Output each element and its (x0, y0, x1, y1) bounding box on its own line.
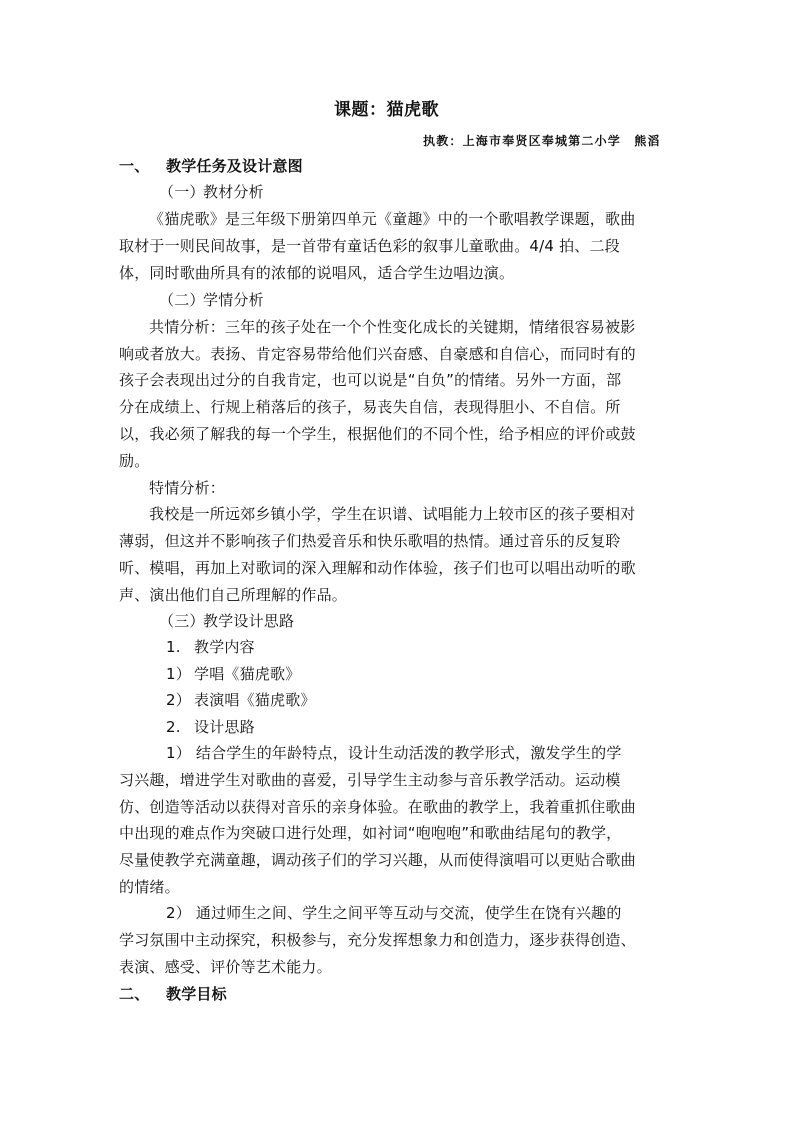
paragraph-line: 习兴趣，增进学生对歌曲的喜爱，引导学生主动参与音乐教学活动。运动模 (119, 771, 621, 789)
list-item-number: 2） (166, 691, 191, 709)
section-2-heading (119, 984, 227, 1004)
list-item-number: 2. (166, 718, 181, 736)
paragraph-line: 取材于一则民间故事，是一首带有童话色彩的叙事儿童歌曲。4/4 拍、二段 (119, 237, 620, 255)
subsection-1-number: （一） (159, 183, 205, 201)
list-item (166, 717, 255, 737)
list-item-text: 学唱《猫虎歌》 (194, 665, 301, 683)
list-item (166, 664, 300, 684)
page-title: 课题：猫虎歌 (334, 100, 439, 120)
section-1-title: 教学任务及设计意图 (166, 157, 303, 175)
section-2-number: 二、 (119, 985, 150, 1003)
paragraph-line: 仿、创造等活动以获得对音乐的亲身体验。在歌曲的教学上，我着重抓住歌曲 (119, 798, 636, 816)
paragraph-line: 体，同时歌曲所具有的浓郁的说唱风，适合学生边唱边演。 (119, 264, 515, 282)
paragraph-label: 特情分析： (149, 479, 226, 497)
paragraph-line: 薄弱，但这并不影响孩子们热爱音乐和快乐歌唱的热情。通过音乐的反复聆 (119, 532, 621, 550)
list-item-text: 教学内容 (194, 638, 255, 656)
paragraph-line: 表演、感受、评价等艺术能力。 (119, 958, 332, 976)
subsection-1-title: 教材分析 (203, 183, 264, 201)
section-1-number: 一、 (119, 157, 150, 175)
list-item-text: 表演唱《猫虎歌》 (194, 691, 316, 709)
list-item (166, 690, 316, 710)
section-2-title: 教学目标 (166, 985, 227, 1003)
paragraph-line: 声、演出他们自己所理解的作品。 (119, 586, 348, 604)
subsection-2-number: （二） (159, 291, 205, 309)
subsection-1-heading (159, 182, 264, 202)
subsection-3-number: （三） (159, 612, 205, 630)
paragraph-line: 励。 (119, 452, 150, 470)
subsection-3-heading (159, 611, 294, 631)
paragraph-line: 中出现的难点作为突破口进行处理，如衬词“咆咆咆”和歌曲结尾句的教学， (119, 824, 622, 842)
list-item-text: 设计思路 (194, 718, 255, 736)
list-item (166, 637, 255, 657)
subsection-3-title: 教学设计思路 (203, 612, 295, 630)
paragraph-line: 1） 结合学生的年龄特点，设计生动活泼的教学形式，激发学生的学 (166, 744, 622, 762)
subsection-2-title: 学情分析 (203, 291, 264, 309)
paragraph-line: 听、模唱，再加上对歌词的深入理解和动作体验，孩子们也可以唱出动听的歌 (119, 559, 636, 577)
paragraph-line: 响或者放大。表扬、肯定容易带给他们兴奋感、自豪感和自信心，而同时有的 (119, 345, 636, 363)
author-line: 执教：上海市奉贤区奉城第二小学 熊滔 (423, 134, 661, 148)
paragraph-line: 孩子会表现出过分的自我肯定，也可以说是“自负”的情绪。另外一方面，部 (119, 371, 622, 389)
paragraph-line: 分在成绩上、行规上稍落后的孩子，易丧失自信，表现得胆小、不自信。所 (119, 398, 621, 416)
paragraph-line: 共情分析：三年的孩子处在一个个性变化成长的关键期，情绪很容易被影 (149, 318, 636, 336)
paragraph-line: 《猫虎歌》是三年级下册第四单元《童趣》中的一个歌唱教学课题，歌曲 (149, 210, 636, 228)
paragraph-line: 我校是一所远郊乡镇小学，学生在识谱、试唱能力上较市区的孩子要相对 (149, 505, 636, 523)
section-1-heading (119, 156, 303, 176)
paragraph-line: 学习氛围中主动探究，积极参与，充分发挥想象力和创造力，逐步获得创造、 (119, 931, 636, 949)
paragraph-line: 的情绪。 (119, 878, 180, 896)
list-item-number: 1. (166, 638, 181, 656)
paragraph-line: 以，我必须了解我的每一个学生，根据他们的不同个性，给予相应的评价或鼓 (119, 425, 636, 443)
subsection-2-heading (159, 290, 264, 310)
paragraph-line: 2） 通过师生之间、学生之间平等互动与交流，使学生在饶有兴趣的 (166, 904, 622, 922)
paragraph-line: 尽量使教学充满童趣，调动孩子们的学习兴趣，从而使得演唱可以更贴合歌曲 (119, 851, 636, 869)
list-item-number: 1） (166, 665, 191, 683)
